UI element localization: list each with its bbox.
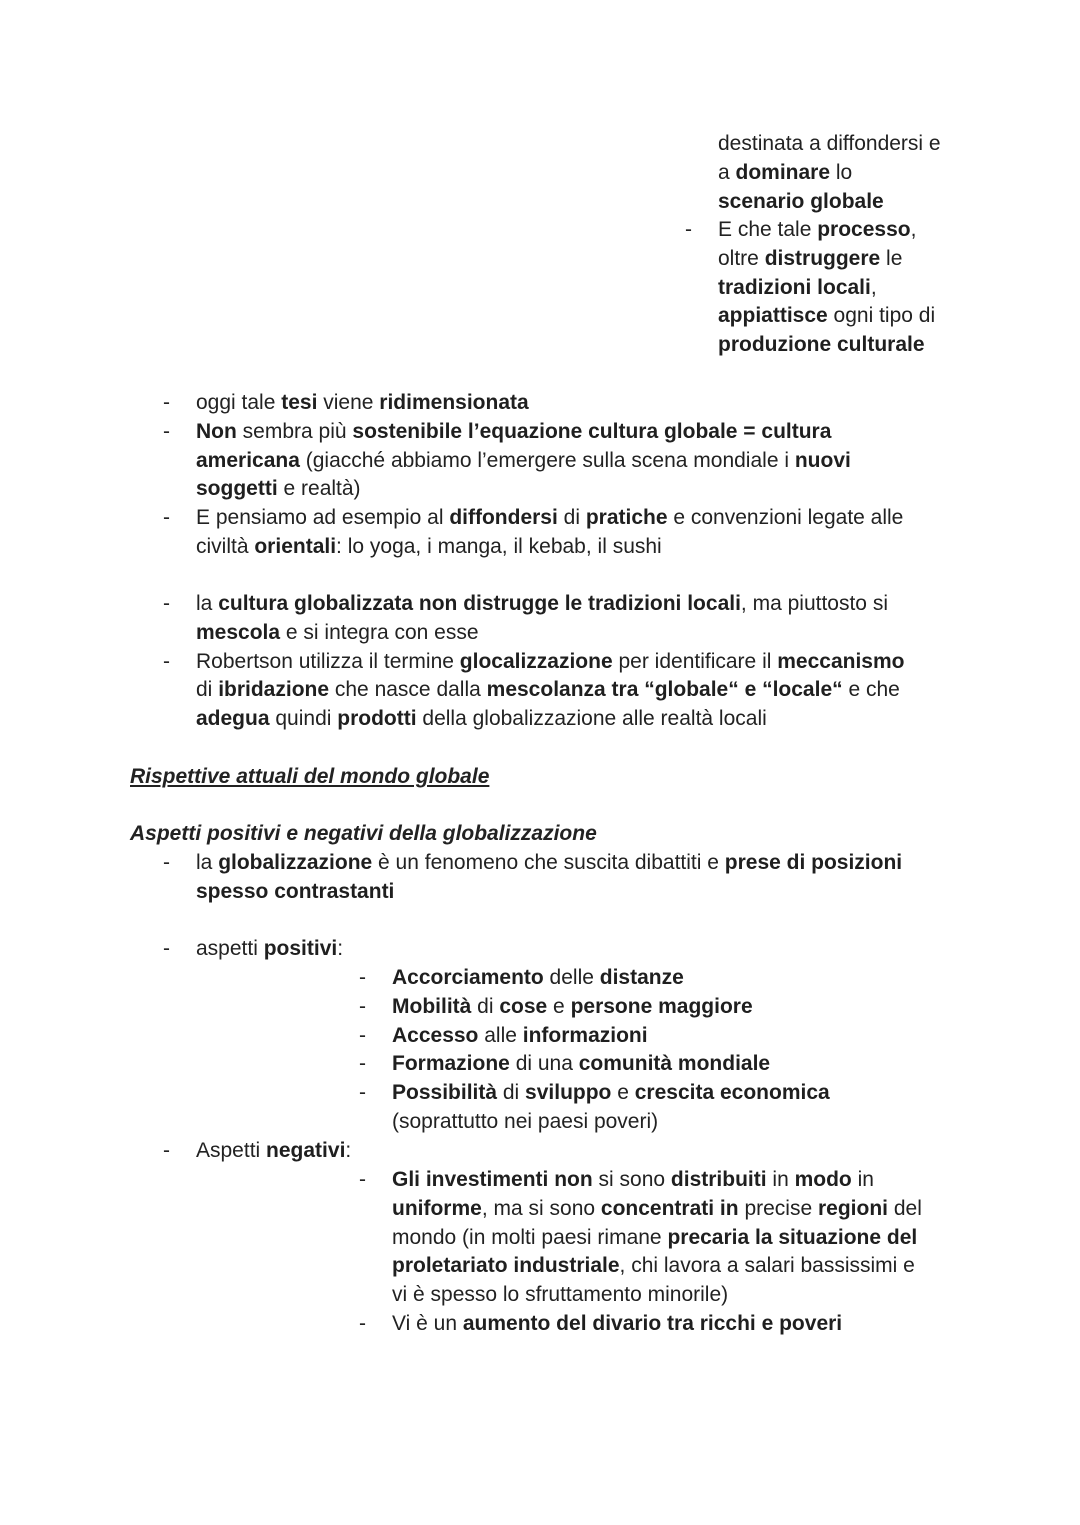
- bullet-dash: -: [163, 391, 170, 414]
- section-title: Rispettive attuali del mondo globale: [130, 765, 490, 788]
- text-line: Robertson utilizza il termine glocalizzazione per identificare il meccanismo: [196, 649, 905, 673]
- positives-label: [196, 935, 343, 964]
- text-line: civiltà orientali: lo yoga, i manga, il kebab, il sushi: [196, 534, 662, 558]
- text-line: Accesso alle informazioni: [392, 1023, 648, 1047]
- text-line: Formazione di una comunità mondiale: [392, 1052, 771, 1076]
- bullet-dash: -: [359, 1023, 366, 1047]
- list-item: [359, 1166, 922, 1310]
- text-line: Vi è un aumento del divario tra ricchi e poveri: [392, 1311, 843, 1335]
- list-item: [359, 993, 830, 1022]
- top-continuation: [718, 130, 941, 216]
- text-line: adegua quindi prodotti della globalizzazione alle realtà locali: [196, 707, 767, 731]
- text-line: di ibridazione che nasce dalla mescolanza tra “globale“ e “locale“ e che: [196, 678, 900, 702]
- text-line: oggi tale tesi viene ridimensionata: [196, 391, 529, 414]
- bullet-dash: -: [359, 1081, 366, 1105]
- text-line: appiattisce ogni tipo di: [718, 304, 936, 328]
- list-item: [359, 1050, 830, 1079]
- bullet-dash: -: [685, 218, 692, 241]
- bullet-dash: -: [163, 649, 170, 673]
- bullet-dash: -: [359, 1311, 366, 1335]
- text-line: (soprattutto nei paesi poveri): [392, 1109, 659, 1133]
- text-line: a dominare lo: [718, 160, 853, 184]
- text-line: aspetti positivi:: [196, 937, 344, 960]
- text-line: Aspetti negativi:: [196, 1139, 352, 1162]
- list-item: [359, 964, 830, 993]
- text-line: Mobilità di cose e persone maggiore: [392, 994, 753, 1018]
- text-line: la globalizzazione è un fenomeno che suscita dibattiti e prese di posizioni: [196, 851, 903, 874]
- list-globalizzazione: [163, 849, 903, 907]
- text-line: destinata a diffondersi e: [718, 132, 941, 155]
- bullet-dash: -: [163, 937, 170, 960]
- text-line: spesso contrastanti: [196, 879, 395, 903]
- text-line: uniforme, ma si sono concentrati in precise regioni del: [392, 1196, 922, 1220]
- text-line: mondo (in molti paesi rimane precaria la situazione del: [392, 1225, 918, 1249]
- text-line: vi è spesso lo sfruttamento minorile): [392, 1283, 729, 1307]
- text-line: E che tale processo,: [718, 218, 917, 241]
- list-glocalizzazione: [163, 590, 905, 734]
- bullet-dash: -: [359, 1168, 366, 1191]
- text-line: produzione culturale: [718, 333, 925, 357]
- text-line: tradizioni locali,: [718, 275, 877, 299]
- negatives-list: [359, 1166, 922, 1339]
- text-line: E pensiamo ad esempio al diffondersi di pratiche e convenzioni legate alle: [196, 506, 904, 530]
- text-line: Possibilità di sviluppo e crescita economica: [392, 1081, 830, 1105]
- bullet-dash: -: [359, 966, 366, 989]
- list-item: [359, 1310, 922, 1339]
- bullet-dash: -: [163, 506, 170, 530]
- bullet-dash: -: [163, 419, 170, 443]
- text-line: Non sembra più sostenibile l’equazione cultura globale = cultura: [196, 419, 832, 443]
- top-bullet: [718, 216, 935, 360]
- bullet-dash: -: [163, 851, 170, 874]
- list-item: [359, 1022, 830, 1051]
- list-item: [163, 504, 904, 562]
- text-line: soggetti e realtà): [196, 477, 361, 501]
- negatives-label: [196, 1137, 351, 1166]
- text-line: scenario globale: [718, 189, 884, 213]
- list-item: [163, 648, 905, 734]
- list-tesi: [163, 389, 904, 562]
- list-item: [163, 418, 903, 504]
- text-line: oltre distruggere le: [718, 246, 903, 270]
- list-item: [359, 1079, 830, 1137]
- bullet-dash: -: [359, 994, 366, 1018]
- list-item: [163, 389, 903, 418]
- subsection-title: Aspetti positivi e negativi della globalizzazione: [130, 822, 597, 845]
- text-line: Gli investimenti non si sono distribuiti in modo in: [392, 1168, 874, 1191]
- text-line: Accorciamento delle distanze: [392, 966, 684, 989]
- text-line: la cultura globalizzata non distrugge le tradizioni locali, ma piuttosto si: [196, 592, 888, 615]
- bullet-dash: -: [163, 1139, 170, 1162]
- bullet-dash: -: [359, 1052, 366, 1076]
- text-line: americana (giacché abbiamo l’emergere sulla scena mondiale i nuovi: [196, 448, 851, 472]
- list-item: [163, 590, 904, 648]
- text-line: mescola e si integra con esse: [196, 620, 479, 644]
- text-line: proletariato industriale, chi lavora a salari bassissimi e: [392, 1254, 915, 1278]
- positives-list: [359, 964, 830, 1137]
- bullet-dash: -: [163, 592, 170, 615]
- list-item: [163, 849, 903, 907]
